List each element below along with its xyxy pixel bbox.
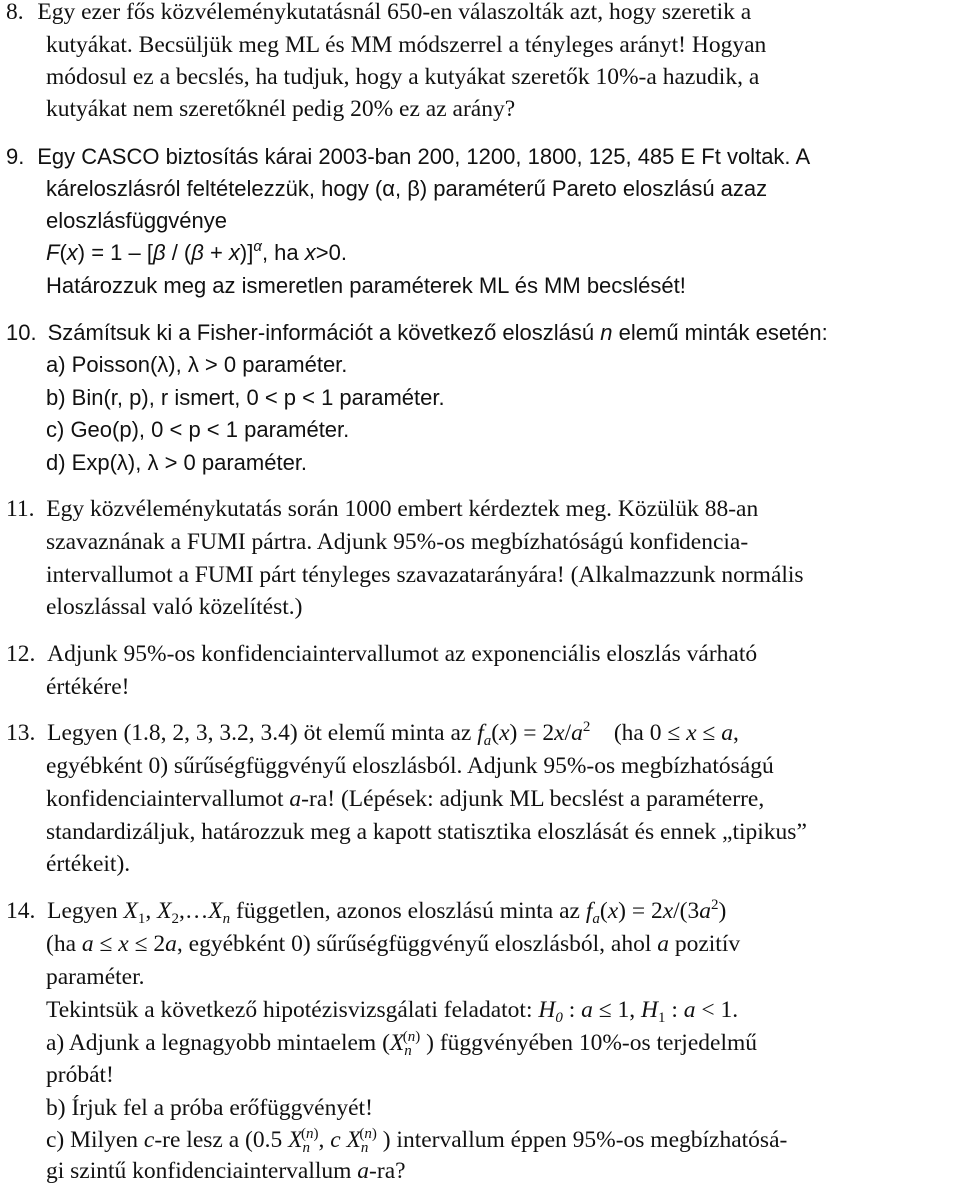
- formula-plus: +: [203, 240, 229, 265]
- formula-x: x: [66, 240, 78, 265]
- problem-14-text-8b: -re lesz a (0.5: [154, 1127, 283, 1153]
- problem-8-line-1: [6, 0, 751, 27]
- problem-14-text-5a: a) Adjunk a legnagyobb mintaelem: [46, 1030, 377, 1056]
- problem-11-line-1: [6, 494, 758, 524]
- problem-10-text-2: elemű minták esetén:: [618, 320, 828, 345]
- formula-bracket: [: [146, 240, 154, 265]
- problem-8-line-2: kutyákat. Becsüljük meg ML és MM módszerrel a tényleges arányt! Hogyan: [46, 32, 767, 58]
- problem-13-line-4: standardizáljuk, határozzuk meg a kapott statisztika eloszlását és ennek „tipikus”: [46, 819, 807, 845]
- problem-14-line-5: a) Adjunk a legnagyobb mintaelem ($X_n^{(n)}$ ) függvényében 10%-os terjedelmű: [46, 1029, 758, 1059]
- formula-close: )]: [239, 240, 254, 265]
- problem-14-text-8a: c) Milyen: [46, 1127, 139, 1153]
- formula-alpha: α: [253, 238, 262, 255]
- formula-gt: >0.: [315, 240, 347, 265]
- problem-9-formula: $F(x) = 1 - [\beta / (\beta + x)]^\alpha$, ha x>0.: [46, 238, 347, 265]
- problem-11-line-3: intervallumot a FUMI párt tényleges szavazatarányára! (Alkalmazzunk normális: [46, 562, 804, 588]
- problem-10-item-c: c) Geo(p), 0 < p < 1 paraméter.: [46, 417, 350, 442]
- problem-10-item-b: b) Bin(r, p), r ismert, 0 < p < 1 paraméter.: [46, 385, 445, 410]
- problem-9-line-4: Határozzuk meg az ismeretlen paraméterek ML és MM becslését!: [46, 273, 686, 298]
- problem-10-text-1: Számítsuk ki a Fisher-információt a következő eloszlású: [47, 320, 595, 345]
- formula-F: F: [46, 240, 60, 265]
- problem-12-text-1: Adjunk 95%-os konfidenciaintervallumot az exponenciális eloszlás várható: [47, 641, 758, 667]
- problem-14-line-9: gi szintű konfidenciaintervallum a-ra?: [46, 1158, 406, 1184]
- problem-13-text-1: Legyen (1.8, 2, 3, 3.2, 3.4) öt elemű minta az: [47, 720, 472, 746]
- formula-beta-2: β: [191, 240, 204, 265]
- problem-10-number: 10.: [6, 320, 37, 345]
- problem-14-text-2b: , egyébként 0) sűrűségfüggvényű eloszlásból, ahol: [176, 931, 652, 957]
- problem-9-line-2: káreloszlásról feltételezzük, hogy (α, β) paraméterű Pareto eloszlású azaz: [46, 176, 768, 201]
- problem-14-line-7: b) Írjuk fel a próba erőfüggvényét!: [46, 1095, 373, 1121]
- problem-14-line-1: 14. Legyen $X_1$, $X_2,\dots X_n$ független, azonos eloszlású minta az $f_a(x) = 2x/(3a^2)$: [6, 897, 727, 927]
- problem-14-line-8: c) Milyen c-re lesz a (0.5 $X_n^{(n)}$, c $X_n^{(n)}$ ) intervallum éppen 95%-os megbízhatósá-: [46, 1126, 788, 1156]
- formula-cond: , ha: [261, 240, 305, 265]
- problem-8-text-1: Egy ezer fős közvéleménykutatásnál 650-en válaszolták azt, hogy szeretik a: [37, 0, 752, 25]
- formula-eq: ) = 1: [77, 240, 123, 265]
- problem-14-line-2: (ha a ≤ x ≤ 2a, egyébként 0) sűrűségfüggvényű eloszlásból, ahol a pozitív: [46, 931, 741, 957]
- problem-12-number: 12.: [6, 641, 36, 667]
- problem-14-text-9a: gi szintű konfidenciaintervallum: [46, 1158, 352, 1184]
- problem-10-item-d: d) Exp(λ), λ > 0 paraméter.: [46, 450, 308, 475]
- problem-14-text-2a: (ha: [46, 931, 77, 957]
- problem-13-number: 13.: [6, 720, 36, 746]
- problem-13-line-3: konfidenciaintervallumot a-ra! (Lépések: adjunk ML becslést a paraméterre,: [46, 786, 765, 812]
- problem-13-line-1: 13. Legyen (1.8, 2, 3, 3.2, 3.4) öt elemű minta az $f_a(x) = 2x/a^2$ (ha 0 ≤ x ≤ a,: [6, 719, 739, 749]
- formula-x-2: x: [228, 240, 240, 265]
- problem-14-number: 14.: [6, 898, 36, 924]
- problem-11-line-2: szavaznának a FUMI pártra. Adjunk 95%-os megbízhatóságú konfidencia-: [46, 529, 749, 555]
- problem-14-line-4: Tekintsük a következő hipotézisvizsgálati feladatot: $H_0$ : a ≤ 1, $H_1$ : a < 1.: [46, 997, 739, 1026]
- problem-13-text-3b: -ra! (Lépések: adjunk ML becslést a paraméterre,: [301, 786, 765, 812]
- formula-x-3: x: [304, 240, 316, 265]
- problem-14-text-9b: -ra?: [369, 1158, 406, 1184]
- problem-9-number: 9.: [6, 144, 25, 169]
- problem-8-line-4: kutyákat nem szeretőknél pedig 20% ez az arány?: [46, 96, 516, 122]
- problem-13-line-2: egyébként 0) sűrűségfüggvényű eloszlásból. Adjunk 95%-os megbízhatóságú: [46, 753, 774, 779]
- problem-12-line-2: értékére!: [46, 674, 130, 700]
- problem-8-line-3: módosul ez a becslés, ha tudjuk, hogy a kutyákat szeretők 10%-a hazudik, a: [46, 64, 760, 90]
- problem-14-line-3: paraméter.: [46, 964, 145, 990]
- problem-9-text-1: Egy CASCO biztosítás kárai 2003-ban 200, 1200, 1800, 125, 485 E Ft voltak. A: [37, 144, 811, 169]
- formula-beta: β: [153, 240, 166, 265]
- problem-11-text-1: Egy közvéleménykutatás során 1000 embert kérdeztek meg. Közülük 88-an: [46, 496, 759, 522]
- problem-13-text-3a: konfidenciaintervallumot: [46, 786, 284, 812]
- problem-10-item-a: a) Poisson(λ), λ > 0 paraméter.: [46, 352, 348, 377]
- problem-12-line-1: [6, 639, 757, 669]
- problem-14-text-8c: ) intervallum éppen 95%-os megbízhatósá-: [382, 1127, 788, 1153]
- problem-14-line-6: próbát!: [46, 1062, 114, 1088]
- problem-11-number: 11.: [6, 496, 35, 522]
- problem-14-text-5b: függvényében 10%-os terjedelmű: [439, 1030, 758, 1056]
- problem-14-text-1b: független, azonos eloszlású minta az: [236, 898, 580, 924]
- problem-14-text-1a: Legyen: [47, 898, 118, 924]
- problem-8-number: 8.: [6, 0, 24, 25]
- problem-14-text-2c: pozitív: [674, 931, 741, 957]
- problem-10-line-1: [6, 318, 828, 348]
- problem-11-line-4: eloszlással való közelítést.): [46, 594, 303, 620]
- problem-10-n: n: [600, 320, 613, 345]
- problem-14-text-4: Tekintsük a következő hipotézisvizsgálati feladatot:: [46, 997, 533, 1023]
- problem-13-line-5: értékeit).: [46, 851, 131, 877]
- problem-9-line-1: [6, 142, 810, 172]
- formula-slash: / (: [165, 240, 192, 265]
- problem-9-line-3: eloszlásfüggvénye: [46, 208, 228, 233]
